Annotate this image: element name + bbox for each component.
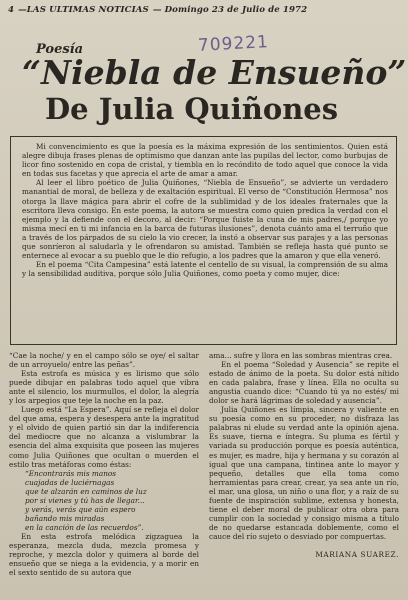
quote-paragraph: “Cae la noche/ y en el campo sólo se oye/ el saltar de un arroyuelo/ entre las peñas”. (9, 351, 199, 370)
verse-line: “Encontrarás mis manos (25, 468, 117, 478)
verse-line: y verás, verás que aún espero (25, 504, 136, 514)
author-signature: MARIANA SUAREZ. (315, 549, 399, 559)
verse-line: por si vienes y tú has de llegar... (25, 495, 145, 505)
intro-paragraph: En el poema “Cita Campesina” está latente el centello de su visual, la comprensión de su alma y la sensibilidad auditiva, porque sólo Julia Quiñones, como poeta y como mujer, dice: (22, 260, 388, 279)
intro-paragraph: Al leer el libro poético de Julia Quiñones, “Niebla de Ensueño”, se advierte un verdadero manantial de moral, de belleza y de exaltación espiritual. El verso de “Constitución Hermosa” nos otorga la llave mágica para abrir el cofre de la sublimidad y de los ideales fraternales que la escritora lleva consigo. En este poema, la autora se muestra como quien predica la verdad con el ejemplo y la defiende con el decoro, al decir: “Porque fuiste la cuna de mis padres,/ porque yo misma mecí en ti mi infancia en la barca de futuras ilusiones”, denota cuánto ama el terruño que a través de los párpados de su cielo la vio crecer, la instó a observar sus parajes y a las personas que sonríeron al saludarla y le ofrendaron su amistad. También se refleja hasta qué punto se enternece al evocar a su pueblo que le dio refugio, a los padres que la amaron y que ella veneró. (22, 178, 388, 261)
body-paragraph: Luego está “La Espera”. Aquí se refleja el dolor del que ama, espera y desespera ante la ingratitud y el olvido de quien partió sin dar la indiferencia del mediocre que no alcanza a vislumbrar la esencia del alma exquisita que poseen las mujeres como Julia Quiñones que ocultan o muerden el estilo tras metáforas como éstas: (9, 405, 199, 469)
body-paragraph: Julia Quiñones es límpia, sincera y valiente en su poesía como en su proceder, no disfraza las palabras ni elude su verdad ante la opinión ajena. Es suave, tierna e íntegra. Su pluma es fértil y variada su producción porque es poesía auténtica, es mujer, es madre, hija y hermana y su corazón al igual que una campana, tintinea ante lo mayor y pequeño, detalles que ella toma como herramientas para crear, crear, ya sea ante un río, el mar, una glosa, un niño o una flor, y a raíz de su fuente de inspiración sublime, extensa y honesta, tiene el deber moral de publicar otra obra para cumplir con la sociedad y consigo misma a título de no quedarse estancada doblemente, como el cauce del río sujeto o desviado por compuertas. (209, 405, 399, 541)
verse-block (9, 469, 199, 532)
verse-line: cuajadas de luciérnagas (25, 477, 115, 487)
body-paragraph: ama... sufre y llora en las sombras mientras crea. (209, 351, 393, 360)
verse-line: en la canción de las recuerdos”. (25, 522, 144, 532)
publication-date: — Domingo 23 de Julio de 1972 (152, 5, 308, 15)
handwritten-archive-number: 709221 (197, 32, 270, 56)
newspaper-name: —LAS ULTIMAS NOTICIAS (18, 5, 149, 15)
right-column (209, 351, 399, 559)
verse-line: bañando mis miradas (25, 513, 105, 523)
masthead (8, 5, 400, 19)
body-paragraph: En esta estrofa melódica zigzaguea la esperanza, mezcla duda, mezcla promesa y reproche, y mezcla dolor y quimera al borde del ensueño que se niega a la evidencia, y a morir en el sexto sentido de su autora que (9, 531, 199, 578)
verse-line: que te alzarán en caminos de luz (25, 486, 147, 496)
intro-paragraph: Mi convencimiento es que la poesía es la máxima expresión de los sentimientos. Quien está alegre dibuja frases plenas de optimismo que danzan ante las pupilas del lector, como burbujas de licor fino sostenido en copa de cristal, y tiembla en lo recóndito de todo aquel que conoce la vida en todas sus facetas y que aprecia el arte de amar a amar. (22, 142, 388, 179)
page-number: 4 (8, 5, 15, 15)
body-paragraph: En el poema “Soledad y Ausencia” se repite el estado de ánimo de la poeta. Su dolor está nítido en cada palabra, frase y línea. Ella no oculta su angustia cuando dice: “Cuando tú ya no estés/ mi dolor se hará lágrimas de soledad y ausencia”. (209, 360, 399, 406)
left-column (9, 351, 199, 577)
section-label: Poesía (36, 42, 84, 57)
intro-box (22, 142, 388, 278)
body-paragraph: Esta estrofa es música y es lirismo que sólo puede dibujar en palabras todo aquel que vibra ante el silencio, los murmullos, el dolor, la alegría y los arpegios que teje la noche en la paz. (9, 369, 199, 406)
article-title: “Niebla de Ensueño” (22, 53, 407, 92)
article-subtitle: De Julia Quiñones (45, 92, 339, 126)
